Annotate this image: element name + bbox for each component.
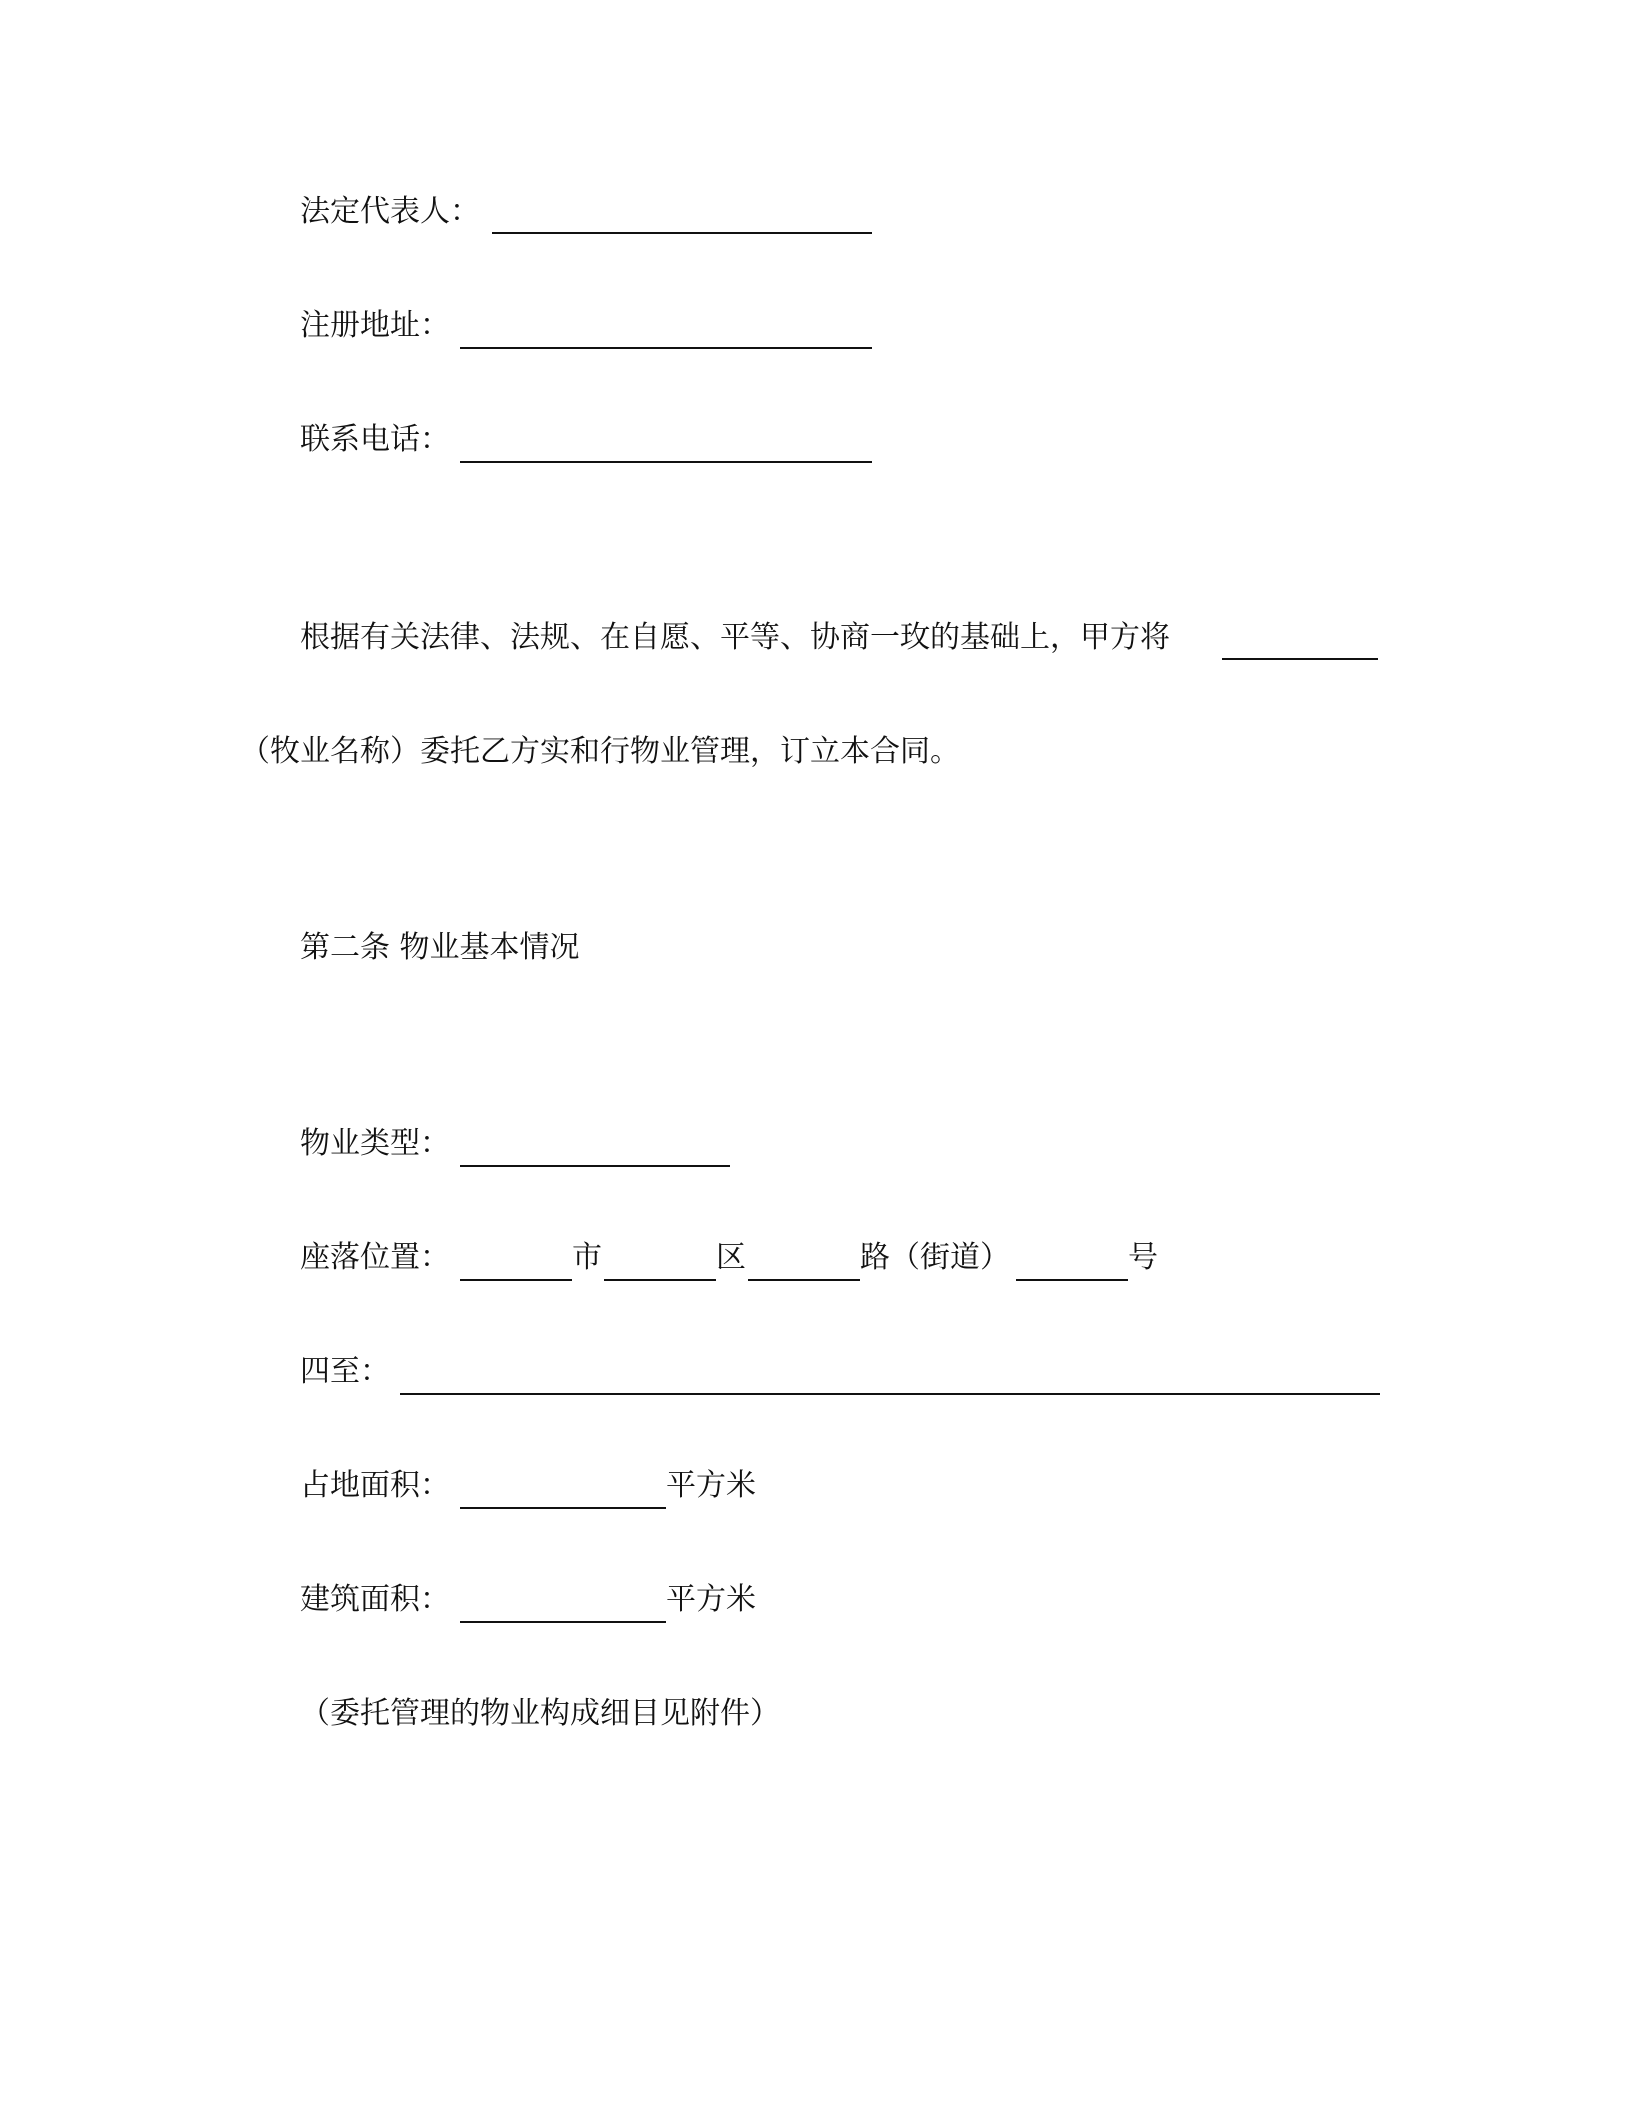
property-type-blank[interactable]	[460, 1165, 730, 1167]
property-name-blank[interactable]	[1222, 658, 1378, 660]
legal-representative-blank[interactable]	[492, 232, 872, 234]
registered-address-blank[interactable]	[460, 347, 872, 349]
location-label: 座落位置：	[300, 1240, 450, 1275]
land-area-label: 占地面积：	[300, 1468, 450, 1503]
building-area-unit: 平方米	[666, 1582, 756, 1617]
contact-phone-blank[interactable]	[460, 461, 872, 463]
district-blank[interactable]	[604, 1279, 716, 1281]
legal-representative-label: 法定代表人：	[300, 194, 480, 229]
intro-paragraph-line1: 根据有关法律、法规、在自愿、平等、协商一玫的基础上，甲方将	[300, 620, 1170, 655]
house-number-label: 号	[1128, 1240, 1158, 1275]
city-label: 市	[572, 1240, 602, 1275]
road-street-label: 路（街道）	[860, 1240, 1010, 1275]
boundaries-blank[interactable]	[400, 1393, 1380, 1395]
district-label: 区	[716, 1240, 746, 1275]
registered-address-label: 注册地址：	[300, 308, 450, 343]
attachment-note: （委托管理的物业构成细目见附件）	[300, 1696, 780, 1731]
road-blank[interactable]	[748, 1279, 860, 1281]
land-area-unit: 平方米	[666, 1468, 756, 1503]
house-number-blank[interactable]	[1016, 1279, 1128, 1281]
building-area-label: 建筑面积：	[300, 1582, 450, 1617]
building-area-blank[interactable]	[460, 1621, 666, 1623]
article-2-heading: 第二条 物业基本情况	[300, 930, 580, 965]
contact-phone-label: 联系电话：	[300, 422, 450, 457]
intro-paragraph-line2: （牧业名称）委托乙方实和行物业管理，订立本合同。	[240, 734, 960, 769]
boundaries-label: 四至：	[300, 1354, 390, 1389]
city-blank[interactable]	[460, 1279, 572, 1281]
property-type-label: 物业类型：	[300, 1126, 450, 1161]
land-area-blank[interactable]	[460, 1507, 666, 1509]
